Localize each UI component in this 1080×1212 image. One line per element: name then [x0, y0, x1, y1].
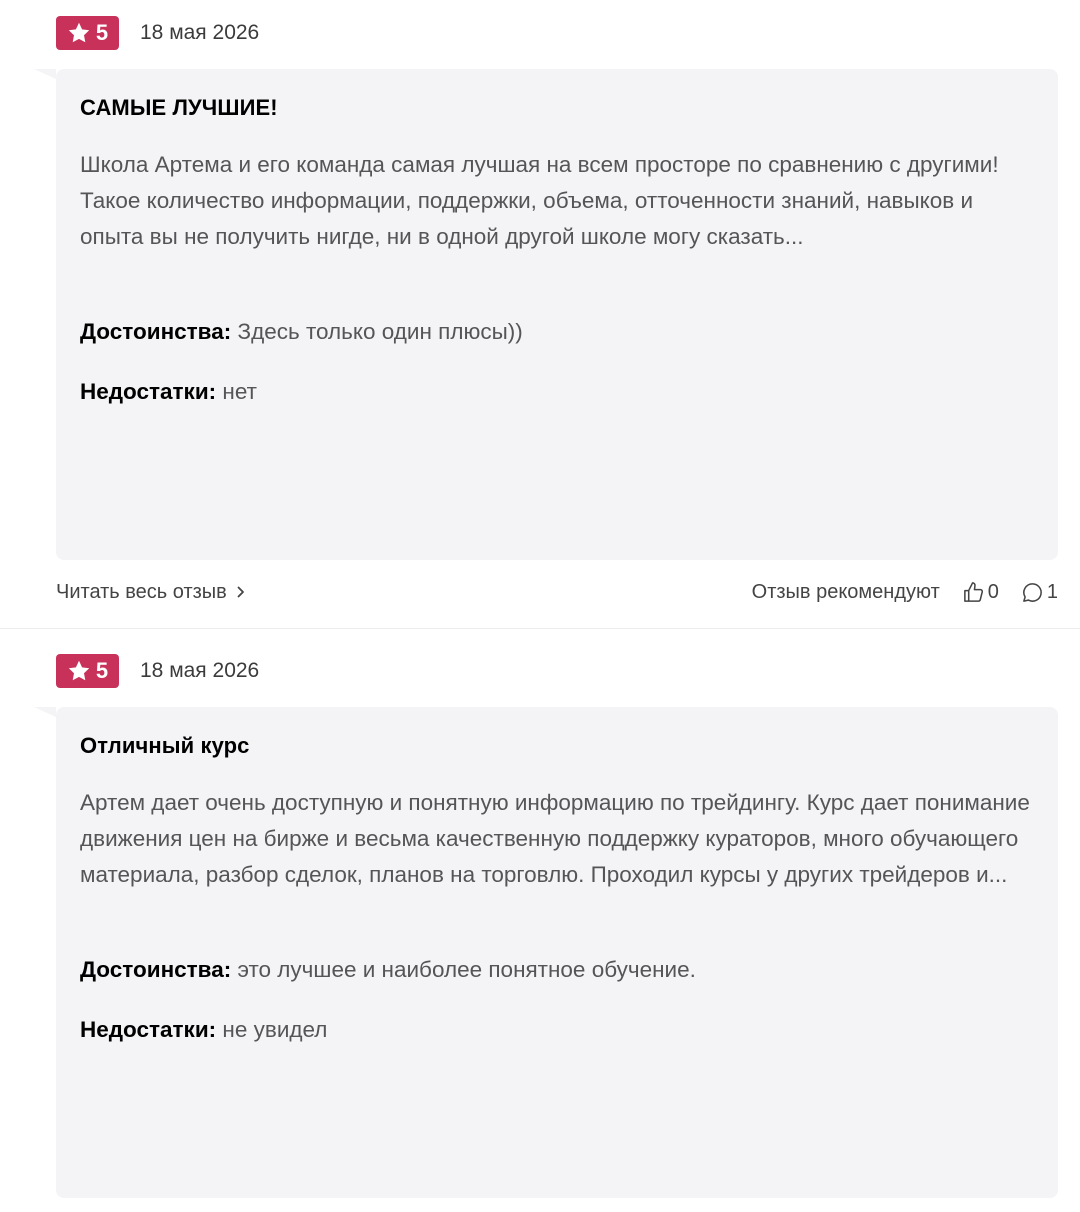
cons-label: Недостатки: [80, 1017, 217, 1042]
comment-icon [1021, 581, 1047, 604]
recommend-label: Отзыв рекомендуют [751, 580, 940, 603]
star-icon [67, 21, 91, 45]
card-tail [34, 69, 56, 79]
rating-badge [56, 16, 119, 50]
star-icon [67, 659, 91, 683]
review-date: 18 мая 2026 [140, 659, 260, 682]
review-header [56, 654, 259, 688]
like-button[interactable] [962, 581, 999, 604]
pros-text: это лучшее и наиболее понятное обучение. [237, 957, 696, 982]
review-cons [80, 379, 257, 405]
review-title: Отличный курс [80, 733, 250, 758]
review-card [56, 69, 1058, 560]
read-more-link[interactable] [56, 581, 245, 604]
rating-badge [56, 654, 119, 688]
review-date: 18 мая 2026 [140, 21, 260, 44]
review-card [56, 707, 1058, 1198]
cons-text: не увидел [222, 1017, 328, 1042]
review-text: Школа Артема и его команда самая лучшая на всем просторе по сравнению с другими! Такое количество информации, поддержки, объема, отточенности знаний, навыков и опыта вы не получить нигде, ни в одной другой школе могу сказать... [80, 152, 999, 249]
cons-text: нет [222, 379, 257, 404]
comment-count: 1 [1046, 580, 1058, 603]
review-text: Артем дает очень доступную и понятную информацию по трейдингу. Курс дает понимание движения цен на бирже и весьма качественную поддержку кураторов, много обучающего материала, разбор сделок, планов на торговлю. Проходил курсы у других трейдеров и... [80, 790, 1030, 887]
pros-label: Достоинства: [80, 319, 232, 344]
review-title: САМЫЕ ЛУЧШИЕ! [80, 95, 278, 120]
rating-value: 5 [95, 658, 109, 683]
card-tail [34, 707, 56, 717]
review-actions [752, 581, 1058, 604]
chevron-right-icon [237, 581, 245, 604]
rating-value: 5 [95, 20, 109, 45]
review-header [56, 16, 259, 50]
pros-label: Достоинства: [80, 957, 232, 982]
review-pros [80, 957, 696, 983]
cons-label: Недостатки: [80, 379, 217, 404]
pros-text: Здесь только один плюсы)) [237, 319, 523, 344]
review-pros [80, 319, 523, 345]
read-more-label: Читать весь отзыв [56, 580, 227, 603]
review-cons [80, 1017, 327, 1043]
comment-button[interactable] [1021, 581, 1058, 604]
like-count: 0 [987, 580, 999, 603]
thumbs-up-icon [962, 581, 988, 604]
review-footer [56, 577, 1058, 607]
review-divider [0, 628, 1080, 629]
